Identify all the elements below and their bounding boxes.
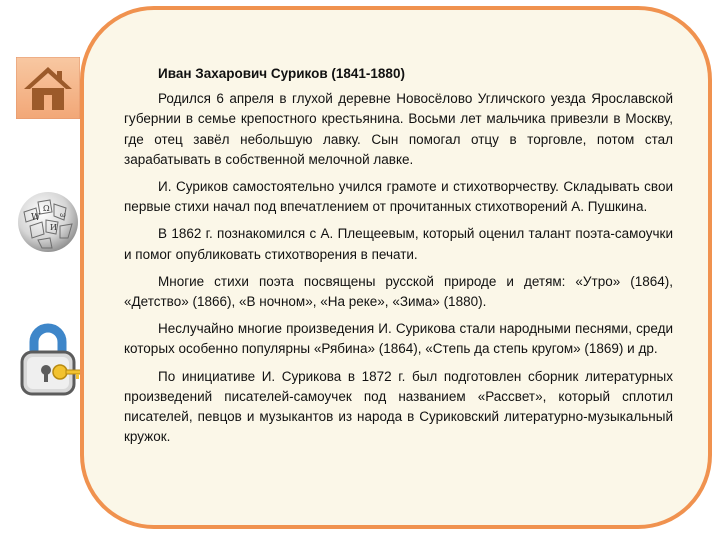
article-title: Иван Захарович Суриков (1841-1880) (158, 66, 405, 81)
article-paragraph: Родился 6 апреля в глухой деревне Новосёлово Угличского уезда Ярославской губернии в семье крепостного крестьянина. Восьми лет мальчика привезли в Москву, где отец завёл небольшую лавку. Сын помогал отцу в торговле, потом стал зарабатывать в собственной мелочной лавке. (124, 91, 673, 167)
wikipedia-globe-icon (16, 190, 80, 254)
article-paragraph: Неслучайно многие произведения И. Сурикова стали народными песнями, среди которых особенно популярны «Рябина» (1864), «Степь да степь кругом» (1869) и др. (124, 321, 673, 357)
svg-text:ω: ω (60, 211, 66, 219)
article-paragraph: Многие стихи поэта посвящены русской природе и детям: «Утро» (1864), «Детство» (1866), «В ночном», «На реке», «Зима» (1880). (124, 273, 673, 310)
wikipedia-button[interactable] (16, 190, 80, 254)
article-paragraph: В 1862 г. познакомился с А. Плещеевым, который оценил талант поэта-самоучки и помог опубликовать стихотворения в печати. (124, 226, 673, 262)
svg-text:И: И (50, 223, 57, 232)
lock-button[interactable] (16, 322, 80, 398)
home-button[interactable] (16, 57, 80, 119)
article (124, 64, 673, 454)
home-icon (16, 57, 80, 119)
svg-text:W: W (31, 213, 41, 223)
article-paragraph: По инициативе И. Сурикова в 1872 г. был подготовлен сборник литературных произведений писателей-самоучек под названием «Рассвет», который сплотил писателей, певцов и музыкантов из народа в Суриковский литературно-музыкальный кружок. (124, 368, 673, 445)
svg-text:Ω: Ω (43, 204, 50, 213)
article-paragraph: И. Суриков самостоятельно учился грамоте и стихотворчеству. Складывать свои первые стихи начал под впечатлением от прочитанных стихотворений А. Пушкина. (124, 179, 673, 215)
